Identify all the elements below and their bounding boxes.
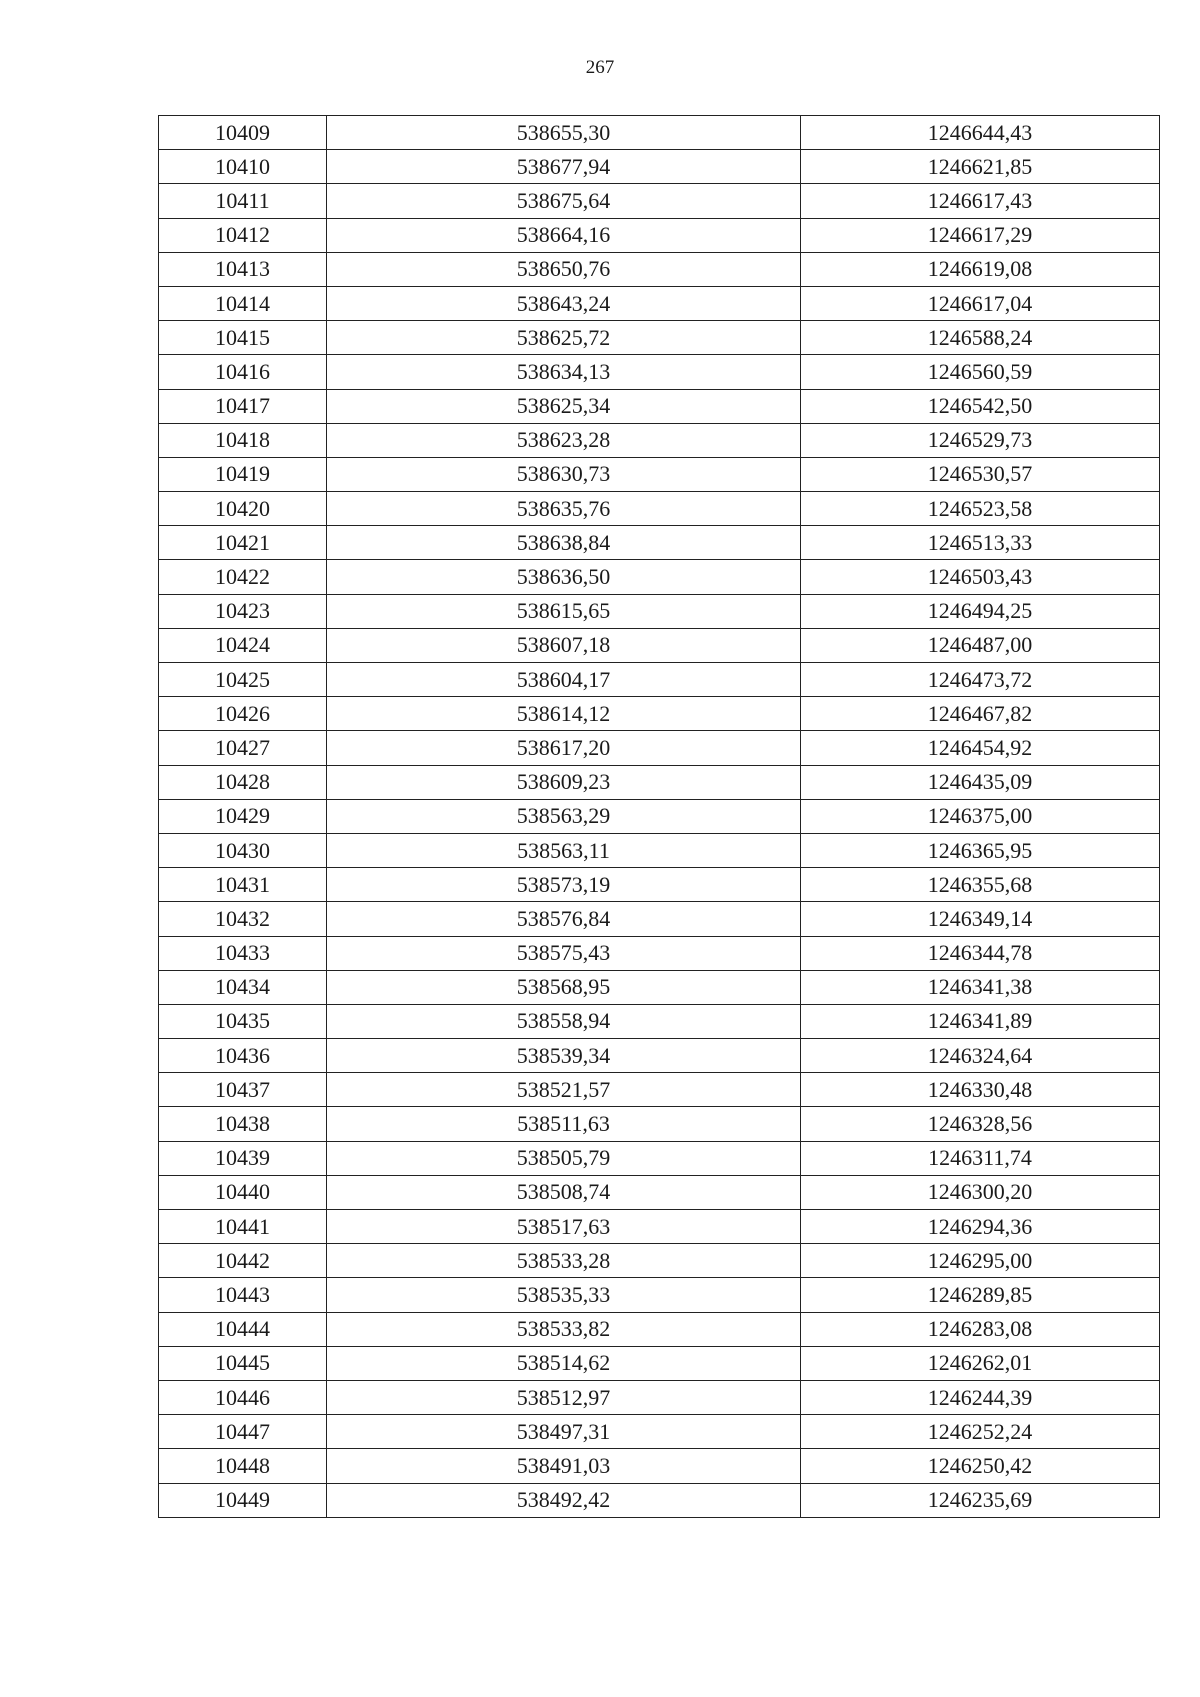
y-coordinate-cell: 1246324,64 bbox=[801, 1039, 1160, 1073]
table-row bbox=[159, 970, 1160, 1004]
x-coordinate-cell: 538664,16 bbox=[327, 218, 801, 252]
x-coordinate-cell: 538491,03 bbox=[327, 1449, 801, 1483]
y-coordinate-cell: 1246365,95 bbox=[801, 833, 1160, 867]
point-number-cell: 10435 bbox=[159, 1004, 327, 1038]
point-number-cell: 10432 bbox=[159, 902, 327, 936]
y-coordinate-cell: 1246375,00 bbox=[801, 799, 1160, 833]
point-number-cell: 10440 bbox=[159, 1175, 327, 1209]
y-coordinate-cell: 1246467,82 bbox=[801, 697, 1160, 731]
table-row bbox=[159, 1210, 1160, 1244]
table-row bbox=[159, 765, 1160, 799]
point-number-cell: 10446 bbox=[159, 1380, 327, 1414]
y-coordinate-cell: 1246454,92 bbox=[801, 731, 1160, 765]
point-number-cell: 10443 bbox=[159, 1278, 327, 1312]
x-coordinate-cell: 538634,13 bbox=[327, 355, 801, 389]
x-coordinate-cell: 538517,63 bbox=[327, 1210, 801, 1244]
x-coordinate-cell: 538625,34 bbox=[327, 389, 801, 423]
x-coordinate-cell: 538575,43 bbox=[327, 936, 801, 970]
x-coordinate-cell: 538675,64 bbox=[327, 184, 801, 218]
x-coordinate-cell: 538492,42 bbox=[327, 1483, 801, 1517]
table-row bbox=[159, 218, 1160, 252]
table-row bbox=[159, 594, 1160, 628]
table-row bbox=[159, 663, 1160, 697]
x-coordinate-cell: 538573,19 bbox=[327, 868, 801, 902]
x-coordinate-cell: 538607,18 bbox=[327, 628, 801, 662]
point-number-cell: 10445 bbox=[159, 1346, 327, 1380]
point-number-cell: 10425 bbox=[159, 663, 327, 697]
y-coordinate-cell: 1246252,24 bbox=[801, 1415, 1160, 1449]
table-row bbox=[159, 1415, 1160, 1449]
point-number-cell: 10422 bbox=[159, 560, 327, 594]
x-coordinate-cell: 538533,82 bbox=[327, 1312, 801, 1346]
table-row bbox=[159, 492, 1160, 526]
x-coordinate-cell: 538630,73 bbox=[327, 457, 801, 491]
table-row bbox=[159, 1346, 1160, 1380]
point-number-cell: 10413 bbox=[159, 252, 327, 286]
y-coordinate-cell: 1246311,74 bbox=[801, 1141, 1160, 1175]
y-coordinate-cell: 1246289,85 bbox=[801, 1278, 1160, 1312]
point-number-cell: 10436 bbox=[159, 1039, 327, 1073]
x-coordinate-cell: 538650,76 bbox=[327, 252, 801, 286]
table-row bbox=[159, 389, 1160, 423]
y-coordinate-cell: 1246473,72 bbox=[801, 663, 1160, 697]
y-coordinate-cell: 1246283,08 bbox=[801, 1312, 1160, 1346]
point-number-cell: 10412 bbox=[159, 218, 327, 252]
point-number-cell: 10431 bbox=[159, 868, 327, 902]
y-coordinate-cell: 1246530,57 bbox=[801, 457, 1160, 491]
y-coordinate-cell: 1246523,58 bbox=[801, 492, 1160, 526]
y-coordinate-cell: 1246644,43 bbox=[801, 116, 1160, 150]
point-number-cell: 10417 bbox=[159, 389, 327, 423]
x-coordinate-cell: 538568,95 bbox=[327, 970, 801, 1004]
x-coordinate-cell: 538521,57 bbox=[327, 1073, 801, 1107]
table-row bbox=[159, 1312, 1160, 1346]
x-coordinate-cell: 538638,84 bbox=[327, 526, 801, 560]
y-coordinate-cell: 1246355,68 bbox=[801, 868, 1160, 902]
table-row bbox=[159, 1004, 1160, 1038]
point-number-cell: 10429 bbox=[159, 799, 327, 833]
point-number-cell: 10418 bbox=[159, 423, 327, 457]
table-row bbox=[159, 560, 1160, 594]
point-number-cell: 10410 bbox=[159, 150, 327, 184]
point-number-cell: 10421 bbox=[159, 526, 327, 560]
table-row bbox=[159, 628, 1160, 662]
x-coordinate-cell: 538614,12 bbox=[327, 697, 801, 731]
y-coordinate-cell: 1246300,20 bbox=[801, 1175, 1160, 1209]
y-coordinate-cell: 1246588,24 bbox=[801, 321, 1160, 355]
y-coordinate-cell: 1246435,09 bbox=[801, 765, 1160, 799]
x-coordinate-cell: 538514,62 bbox=[327, 1346, 801, 1380]
table-row bbox=[159, 1073, 1160, 1107]
table-row bbox=[159, 1278, 1160, 1312]
point-number-cell: 10426 bbox=[159, 697, 327, 731]
point-number-cell: 10430 bbox=[159, 833, 327, 867]
x-coordinate-cell: 538617,20 bbox=[327, 731, 801, 765]
x-coordinate-cell: 538497,31 bbox=[327, 1415, 801, 1449]
table-row bbox=[159, 1039, 1160, 1073]
x-coordinate-cell: 538643,24 bbox=[327, 286, 801, 320]
table-row bbox=[159, 1483, 1160, 1517]
point-number-cell: 10416 bbox=[159, 355, 327, 389]
y-coordinate-cell: 1246529,73 bbox=[801, 423, 1160, 457]
point-number-cell: 10438 bbox=[159, 1107, 327, 1141]
y-coordinate-cell: 1246487,00 bbox=[801, 628, 1160, 662]
table-row bbox=[159, 902, 1160, 936]
table-row bbox=[159, 355, 1160, 389]
x-coordinate-cell: 538508,74 bbox=[327, 1175, 801, 1209]
x-coordinate-cell: 538563,11 bbox=[327, 833, 801, 867]
point-number-cell: 10434 bbox=[159, 970, 327, 1004]
x-coordinate-cell: 538535,33 bbox=[327, 1278, 801, 1312]
x-coordinate-cell: 538505,79 bbox=[327, 1141, 801, 1175]
point-number-cell: 10447 bbox=[159, 1415, 327, 1449]
coordinates-table bbox=[158, 115, 1160, 1518]
y-coordinate-cell: 1246494,25 bbox=[801, 594, 1160, 628]
y-coordinate-cell: 1246617,43 bbox=[801, 184, 1160, 218]
table-row bbox=[159, 1244, 1160, 1278]
point-number-cell: 10437 bbox=[159, 1073, 327, 1107]
page-number: 267 bbox=[585, 57, 615, 78]
x-coordinate-cell: 538539,34 bbox=[327, 1039, 801, 1073]
table-row bbox=[159, 116, 1160, 150]
x-coordinate-cell: 538563,29 bbox=[327, 799, 801, 833]
table-row bbox=[159, 799, 1160, 833]
point-number-cell: 10424 bbox=[159, 628, 327, 662]
x-coordinate-cell: 538609,23 bbox=[327, 765, 801, 799]
table-row bbox=[159, 1107, 1160, 1141]
table-row bbox=[159, 423, 1160, 457]
x-coordinate-cell: 538677,94 bbox=[327, 150, 801, 184]
x-coordinate-cell: 538636,50 bbox=[327, 560, 801, 594]
x-coordinate-cell: 538511,63 bbox=[327, 1107, 801, 1141]
x-coordinate-cell: 538533,28 bbox=[327, 1244, 801, 1278]
point-number-cell: 10444 bbox=[159, 1312, 327, 1346]
table-row bbox=[159, 1175, 1160, 1209]
point-number-cell: 10411 bbox=[159, 184, 327, 218]
table-row bbox=[159, 286, 1160, 320]
table-row bbox=[159, 936, 1160, 970]
point-number-cell: 10442 bbox=[159, 1244, 327, 1278]
y-coordinate-cell: 1246349,14 bbox=[801, 902, 1160, 936]
y-coordinate-cell: 1246503,43 bbox=[801, 560, 1160, 594]
y-coordinate-cell: 1246235,69 bbox=[801, 1483, 1160, 1517]
y-coordinate-cell: 1246513,33 bbox=[801, 526, 1160, 560]
y-coordinate-cell: 1246617,04 bbox=[801, 286, 1160, 320]
point-number-cell: 10448 bbox=[159, 1449, 327, 1483]
point-number-cell: 10423 bbox=[159, 594, 327, 628]
y-coordinate-cell: 1246341,89 bbox=[801, 1004, 1160, 1038]
x-coordinate-cell: 538558,94 bbox=[327, 1004, 801, 1038]
y-coordinate-cell: 1246328,56 bbox=[801, 1107, 1160, 1141]
y-coordinate-cell: 1246295,00 bbox=[801, 1244, 1160, 1278]
x-coordinate-cell: 538576,84 bbox=[327, 902, 801, 936]
y-coordinate-cell: 1246244,39 bbox=[801, 1380, 1160, 1414]
x-coordinate-cell: 538655,30 bbox=[327, 116, 801, 150]
point-number-cell: 10420 bbox=[159, 492, 327, 526]
coordinates-table-body bbox=[159, 116, 1160, 1518]
table-row bbox=[159, 833, 1160, 867]
y-coordinate-cell: 1246617,29 bbox=[801, 218, 1160, 252]
table-row bbox=[159, 697, 1160, 731]
point-number-cell: 10441 bbox=[159, 1210, 327, 1244]
x-coordinate-cell: 538625,72 bbox=[327, 321, 801, 355]
point-number-cell: 10449 bbox=[159, 1483, 327, 1517]
y-coordinate-cell: 1246560,59 bbox=[801, 355, 1160, 389]
y-coordinate-cell: 1246341,38 bbox=[801, 970, 1160, 1004]
x-coordinate-cell: 538623,28 bbox=[327, 423, 801, 457]
point-number-cell: 10415 bbox=[159, 321, 327, 355]
table-row bbox=[159, 1449, 1160, 1483]
y-coordinate-cell: 1246542,50 bbox=[801, 389, 1160, 423]
point-number-cell: 10428 bbox=[159, 765, 327, 799]
y-coordinate-cell: 1246330,48 bbox=[801, 1073, 1160, 1107]
table-row bbox=[159, 1141, 1160, 1175]
point-number-cell: 10433 bbox=[159, 936, 327, 970]
y-coordinate-cell: 1246262,01 bbox=[801, 1346, 1160, 1380]
y-coordinate-cell: 1246250,42 bbox=[801, 1449, 1160, 1483]
x-coordinate-cell: 538635,76 bbox=[327, 492, 801, 526]
table-row bbox=[159, 150, 1160, 184]
y-coordinate-cell: 1246621,85 bbox=[801, 150, 1160, 184]
table-row bbox=[159, 457, 1160, 491]
table-row bbox=[159, 526, 1160, 560]
x-coordinate-cell: 538615,65 bbox=[327, 594, 801, 628]
point-number-cell: 10427 bbox=[159, 731, 327, 765]
y-coordinate-cell: 1246619,08 bbox=[801, 252, 1160, 286]
point-number-cell: 10419 bbox=[159, 457, 327, 491]
table-row bbox=[159, 731, 1160, 765]
table-row bbox=[159, 184, 1160, 218]
x-coordinate-cell: 538604,17 bbox=[327, 663, 801, 697]
table-row bbox=[159, 321, 1160, 355]
x-coordinate-cell: 538512,97 bbox=[327, 1380, 801, 1414]
table-row bbox=[159, 252, 1160, 286]
point-number-cell: 10414 bbox=[159, 286, 327, 320]
point-number-cell: 10409 bbox=[159, 116, 327, 150]
table-row bbox=[159, 868, 1160, 902]
y-coordinate-cell: 1246344,78 bbox=[801, 936, 1160, 970]
y-coordinate-cell: 1246294,36 bbox=[801, 1210, 1160, 1244]
point-number-cell: 10439 bbox=[159, 1141, 327, 1175]
table-row bbox=[159, 1380, 1160, 1414]
